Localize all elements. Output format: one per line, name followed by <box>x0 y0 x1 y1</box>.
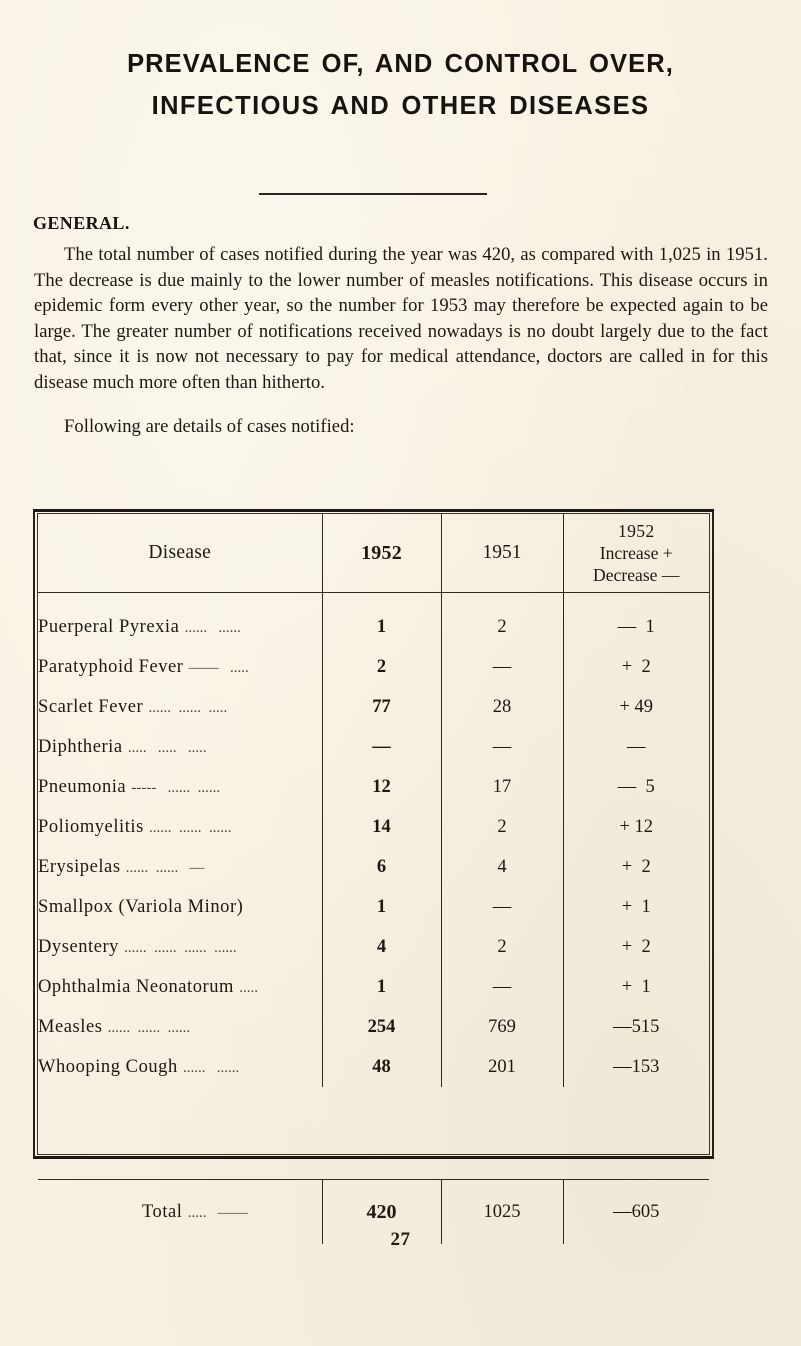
table-header <box>38 514 709 593</box>
disease-label: Paratyphoid Fever <box>38 656 184 677</box>
cell-value-change: + 2 <box>563 927 709 967</box>
gap-cell <box>441 1087 563 1180</box>
cell-disease-name <box>38 1047 322 1087</box>
total-label-wrap <box>38 1202 248 1223</box>
page-title <box>0 52 801 119</box>
disease-label: Dysentery <box>38 936 119 957</box>
table-row <box>38 1047 709 1087</box>
cell-value-change: — 1 <box>563 607 709 647</box>
cell-value-change: — 5 <box>563 767 709 807</box>
table-row <box>38 767 709 807</box>
cell-total-1951: 1025 <box>441 1180 563 1244</box>
table-row <box>38 607 709 647</box>
gap-cell <box>563 1087 709 1180</box>
table-gap-row <box>38 1087 709 1180</box>
cell-disease-name <box>38 1007 322 1047</box>
title-divider-rule <box>259 193 487 195</box>
leader-dots: ...... ...... — <box>125 859 205 876</box>
cell-value-1952: 254 <box>322 1007 441 1047</box>
column-header-change-increase: Increase + <box>599 543 673 563</box>
page-title-line-1: PREVALENCE OF, AND CONTROL OVER, <box>127 50 674 78</box>
spacer-cell <box>38 593 322 608</box>
table-row <box>38 647 709 687</box>
table-row <box>38 887 709 927</box>
notified-cases-table <box>33 509 714 1223</box>
cell-value-change: + 49 <box>563 687 709 727</box>
cell-value-1951: 4 <box>441 847 563 887</box>
cell-value-1952: 1 <box>322 887 441 927</box>
cell-value-1951: — <box>441 967 563 1007</box>
cell-value-1951: — <box>441 647 563 687</box>
disease-label: Measles <box>38 1016 103 1037</box>
cell-value-1951: 28 <box>441 687 563 727</box>
column-header-change <box>563 514 709 593</box>
gap-cell <box>322 1087 441 1180</box>
table-row <box>38 1007 709 1047</box>
cell-value-1952: 6 <box>322 847 441 887</box>
cell-value-1952: 4 <box>322 927 441 967</box>
cell-value-1951: 2 <box>441 607 563 647</box>
leader-dots: ...... ...... ...... <box>149 819 232 836</box>
cell-disease-name <box>38 767 322 807</box>
table-header-row <box>38 514 709 593</box>
cell-value-change: — <box>563 727 709 767</box>
leader-dots: ...... ...... <box>184 619 241 636</box>
cell-value-change: + 1 <box>563 887 709 927</box>
cell-value-1951: — <box>441 887 563 927</box>
cell-disease-name <box>38 807 322 847</box>
cell-disease-name <box>38 887 322 927</box>
leader-dots: ...... ...... ...... <box>107 1019 191 1036</box>
disease-label: Smallpox (Variola Minor) <box>38 896 244 917</box>
table-row <box>38 967 709 1007</box>
disease-label: Ophthalmia Neonatorum <box>38 976 234 997</box>
body-paragraph-2: Following are details of cases notified: <box>64 415 355 437</box>
leader-dots: ..... ..... ..... <box>127 739 207 756</box>
cell-disease-name <box>38 727 322 767</box>
body-paragraph-1: The total number of cases notified during the year was 420, as compared with 1,025 in 1951. The decrease is due mainly to the lower number of measles notifications. This disease occurs in epidemic form every other year, so the number for 1953 may therefore be expected again to be large. The greater number of notifications received nowadays is no doubt largely due to the fact that, since it is now not necessary to pay for medical attendance, doctors are called in for this disease much more often than hitherto. <box>34 244 768 393</box>
disease-label: Pneumonia <box>38 776 127 797</box>
cell-value-change: —153 <box>563 1047 709 1087</box>
spacer-cell <box>441 593 563 608</box>
cell-disease-name <box>38 607 322 647</box>
page-title-line-2: INFECTIOUS AND OTHER DISEASES <box>151 91 650 120</box>
disease-label: Poliomyelitis <box>38 816 144 837</box>
disease-label: Whooping Cough <box>38 1056 178 1077</box>
leader-dots: ...... ...... ..... <box>148 699 228 716</box>
table-row <box>38 807 709 847</box>
table-row <box>38 727 709 767</box>
total-leader-dots: ..... —— <box>187 1204 248 1221</box>
cell-disease-name <box>38 967 322 1007</box>
leader-dots: ----- ...... ...... <box>131 779 221 796</box>
column-header-change-decrease: Decrease — <box>593 565 680 585</box>
cell-value-change: + 1 <box>563 967 709 1007</box>
disease-label: Diphtheria <box>38 736 123 757</box>
cell-value-1951: 2 <box>441 927 563 967</box>
cell-value-1951: — <box>441 727 563 767</box>
cell-value-1952: 14 <box>322 807 441 847</box>
leader-dots: ...... ...... ...... ...... <box>124 939 237 956</box>
cell-value-1952: 2 <box>322 647 441 687</box>
leader-dots: —— ..... <box>188 659 249 676</box>
cell-disease-name <box>38 847 322 887</box>
cell-disease-name <box>38 647 322 687</box>
gap-cell <box>38 1087 322 1180</box>
disease-label: Erysipelas <box>38 856 121 877</box>
cell-value-change: + 12 <box>563 807 709 847</box>
total-label: Total <box>142 1201 183 1222</box>
cell-value-change: + 2 <box>563 847 709 887</box>
cell-total-1952: 420 <box>322 1180 441 1244</box>
table-row <box>38 927 709 967</box>
section-heading-general: GENERAL. <box>33 213 130 233</box>
cell-disease-name <box>38 687 322 727</box>
disease-label: Puerperal Pyrexia <box>38 616 180 637</box>
cell-value-1952: 1 <box>322 607 441 647</box>
cell-disease-name <box>38 927 322 967</box>
cell-value-1952: 77 <box>322 687 441 727</box>
body-text <box>34 242 768 439</box>
page-number: 27 <box>390 1229 411 1250</box>
leader-dots: ..... <box>239 979 258 996</box>
leader-dots: ...... ...... <box>182 1059 240 1076</box>
column-header-1951: 1951 <box>441 514 563 593</box>
disease-label: Scarlet Fever <box>38 696 144 717</box>
column-header-disease: Disease <box>38 514 322 593</box>
cell-value-1952: — <box>322 727 441 767</box>
cell-value-1951: 201 <box>441 1047 563 1087</box>
cell-value-1952: 12 <box>322 767 441 807</box>
table-body <box>38 593 709 1245</box>
table-row <box>38 687 709 727</box>
cell-value-1951: 769 <box>441 1007 563 1047</box>
table-top-spacer <box>38 593 709 608</box>
cell-value-1951: 17 <box>441 767 563 807</box>
spacer-cell <box>322 593 441 608</box>
cell-value-1952: 48 <box>322 1047 441 1087</box>
spacer-cell <box>563 593 709 608</box>
cell-value-change: + 2 <box>563 647 709 687</box>
cell-value-1952: 1 <box>322 967 441 1007</box>
cell-total-change: —605 <box>563 1180 709 1244</box>
cell-value-1951: 2 <box>441 807 563 847</box>
table-grid <box>38 514 709 1244</box>
column-header-change-year: 1952 <box>618 521 655 541</box>
table-row <box>38 847 709 887</box>
cell-value-change: —515 <box>563 1007 709 1047</box>
column-header-1952: 1952 <box>322 514 441 593</box>
